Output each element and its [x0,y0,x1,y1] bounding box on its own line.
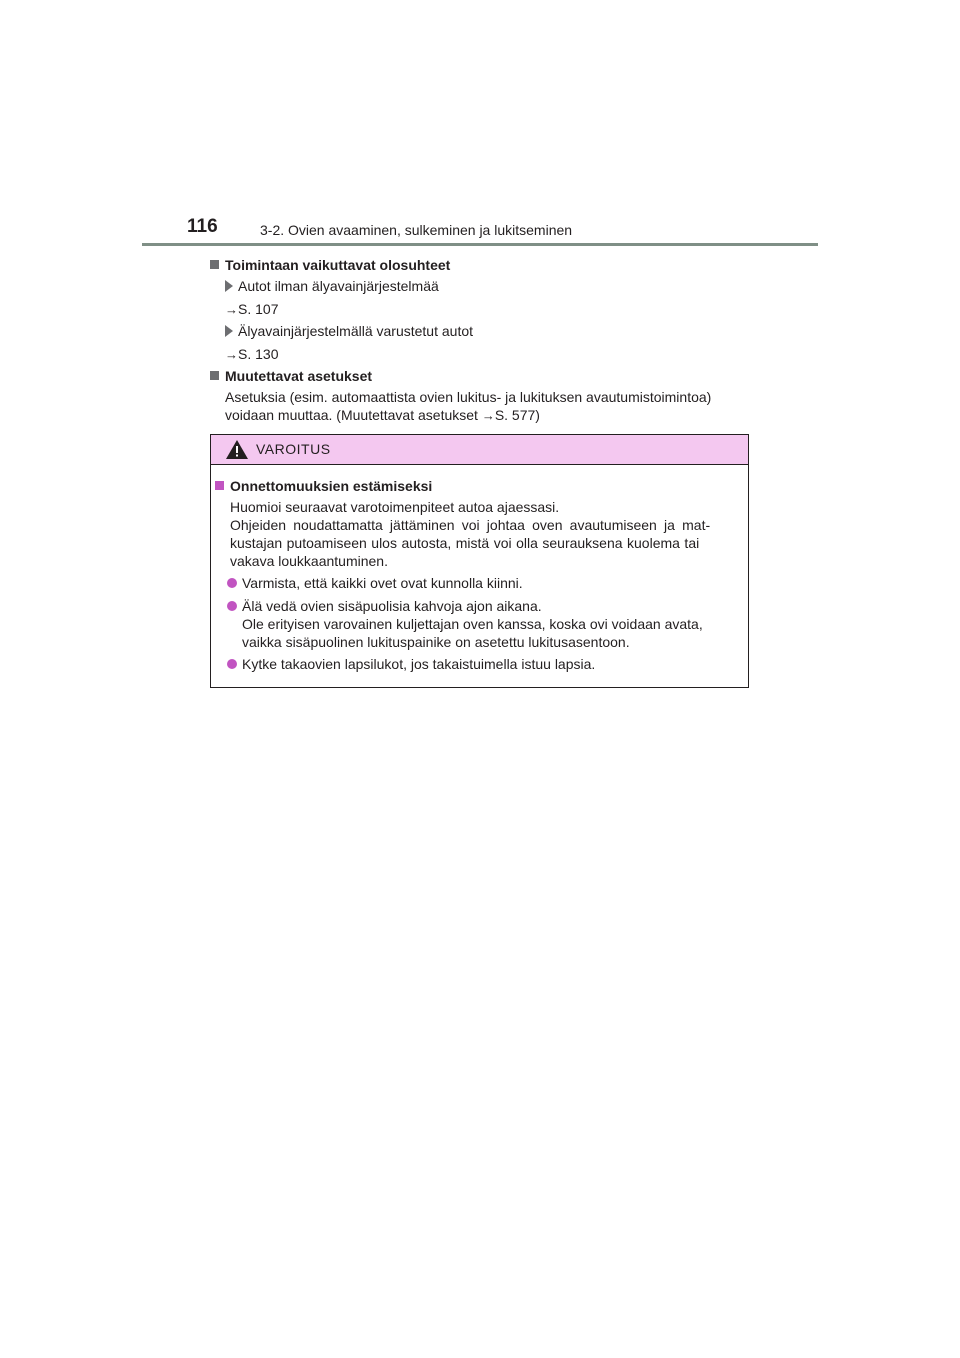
warning-intro4: vakava loukkaantuminen. [230,553,388,569]
section1-ref1-text: S. 107 [238,301,279,317]
bullet-dot-icon [227,659,237,669]
warning-bullet3 [227,655,595,673]
section2-title: Muutettavat asetukset [225,368,373,384]
warning-bullet2-line3: vaikka sisäpuolinen lukituspainike on asetettu lukitusasentoon. [242,634,630,650]
section1-item2-text: Älyavainjärjestelmällä varustetut autot [238,323,474,339]
warning-title: Onnettomuuksien estämiseksi [230,478,433,494]
square-bullet-icon [215,481,224,490]
warning-label: VAROITUS [256,441,331,457]
warning-intro1: Huomioi seuraavat varotoimenpiteet autoa ajaessasi. [230,499,560,515]
section1-item1 [225,277,439,295]
section1-title: Toimintaan vaikuttavat olosuhteet [225,257,451,273]
warning-header [211,435,748,465]
arrow-icon: → [481,408,495,423]
triangle-bullet-icon [225,280,233,292]
header-divider [142,243,818,246]
bullet-dot-icon [227,601,237,611]
warning-intro2: Ohjeiden noudattamatta jättäminen voi johtaa oven avautumiseen ja mat- [230,517,711,533]
arrow-icon: → [225,347,238,362]
warning-triangle-icon [225,439,249,460]
page-number: 116 [187,216,218,237]
section1-ref2 [225,345,278,364]
section1-item2 [225,322,473,340]
warning-bullet2-line2: Ole erityisen varovainen kuljettajan oven kanssa, koska ovi voidaan avata, [242,616,703,632]
section2-ref: S. 577) [494,407,540,423]
section1-heading [210,256,450,274]
section-title: 3-2. Ovien avaaminen, sulkeminen ja lukitseminen [260,222,573,238]
square-bullet-icon [210,371,219,380]
section2-heading [210,367,372,385]
warning-bullet1-text: Varmista, että kaikki ovet ovat kunnolla kiinni. [242,575,523,591]
warning-bullet2-text: Älä vedä ovien sisäpuolisia kahvoja ajon aikana. [242,598,542,614]
warning-bullet3-text: Kytke takaovien lapsilukot, jos takaistuimella istuu lapsia. [242,656,596,672]
section2-line1: Asetuksia (esim. automaattista ovien lukitus- ja lukituksen avautumistoimintoa) [225,389,712,405]
warning-bullet1 [227,574,523,592]
section2-line2 [225,406,540,425]
triangle-bullet-icon [225,325,233,337]
section2-line2-text: voidaan muuttaa. (Muutettavat asetukset [225,407,482,423]
bullet-dot-icon [227,578,237,588]
warning-intro3: kustajan putoamiseen ulos autosta, mistä voi olla seurauksena kuolema tai [230,535,700,551]
square-bullet-icon [210,260,219,269]
section1-item1-text: Autot ilman älyavainjärjestelmää [238,278,439,294]
warning-title-row [215,477,432,495]
warning-box [210,434,749,688]
arrow-icon: → [225,302,238,317]
warning-bullet2 [227,597,542,615]
section1-ref2-text: S. 130 [238,346,279,362]
section1-ref1 [225,300,278,319]
